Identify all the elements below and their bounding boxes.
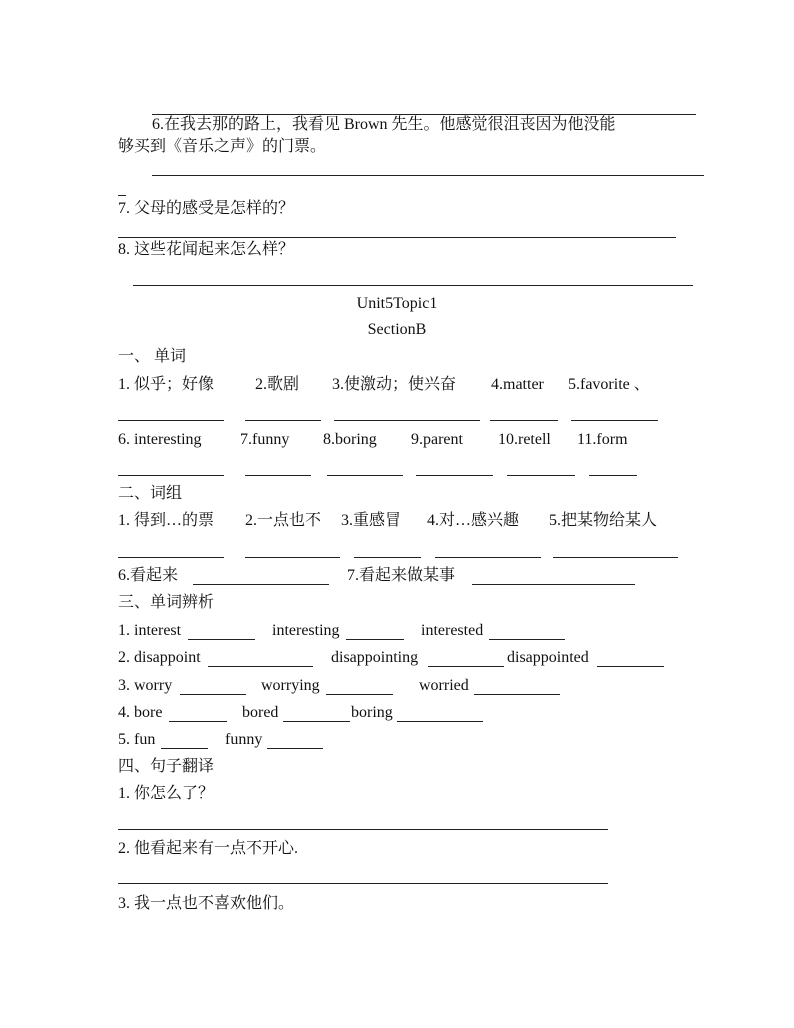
blank-line [553,557,678,558]
vocab-item: 10.retell [498,431,551,448]
word-item: funny [225,731,263,748]
phrase-item: 1. 得到…的票 [118,512,215,529]
blank-line [180,694,246,695]
vocab-item: 5.favorite 、 [568,376,650,393]
answer-line [118,883,608,884]
section-title: SectionB [367,321,427,338]
question-8: 8. 这些花闻起来怎么样？ [118,241,295,258]
word-item: 3. worry [118,677,173,694]
blank-line [489,639,565,640]
answer-line [118,237,676,238]
phrase-item: 5.把某物给某人 [549,512,658,529]
word-item: interesting [272,622,340,639]
blank-line [267,748,323,749]
vocab-item: 4.matter [491,376,544,393]
blank-line [245,420,321,421]
answer-line [152,114,696,115]
blank-line [118,557,224,558]
part-4-heading: 四、句子翻译 [118,758,215,775]
blank-line [474,694,560,695]
vocab-item: 7.funny [240,431,290,448]
answer-line [152,175,704,176]
vocab-item: 6. interesting [118,431,202,448]
vocab-item: 1. 似乎；好像 [118,376,215,393]
part-3-heading: 三、单词辨析 [118,594,215,611]
answer-line [118,829,608,830]
vocab-item: 9.parent [411,431,463,448]
word-item: disappointed [507,649,589,666]
word-item: bored [242,704,279,721]
blank-line [589,475,637,476]
phrase-item: 2.一点也不 [245,512,322,529]
word-item: boring [351,704,393,721]
part-2-heading: 二、词组 [118,485,183,502]
blank-line [346,639,404,640]
blank-line [490,420,558,421]
blank-line [118,475,224,476]
blank-line [245,475,311,476]
question-6-line-1: 6.在我去那的路上，我看见 Brown 先生。他感觉很沮丧因为他没能 [152,116,616,133]
phrase-item: 6.看起来 [118,567,179,584]
translation-question-2: 2. 他看起来有一点不开心. [118,840,299,857]
answer-line [133,285,693,286]
blank-line [571,420,658,421]
phrase-item: 7.看起来做某事 [347,567,456,584]
phrase-item: 3.重感冒 [341,512,402,529]
part-1-heading: 一、 单词 [118,348,187,365]
blank-line [245,557,340,558]
vocab-item: 11.form [577,431,628,448]
blank-line [334,420,480,421]
blank-line [208,666,313,667]
blank-line [193,584,329,585]
word-item: 1. interest [118,622,182,639]
blank-line [327,475,403,476]
blank-line [326,694,393,695]
phrase-item: 4.对…感兴趣 [427,512,520,529]
blank-line [428,666,504,667]
word-item: worried [419,677,469,694]
translation-question-1: 1. 你怎么了？ [118,785,215,802]
question-7: 7. 父母的感受是怎样的？ [118,200,295,217]
blank-line [354,557,421,558]
blank-line [435,557,541,558]
word-item: 4. bore [118,704,163,721]
blank-line [283,721,350,722]
vocab-item: 8.boring [323,431,377,448]
word-item: disappointing [331,649,419,666]
blank-line [188,639,255,640]
question-6-line-2: 够买到《音乐之声》的门票。 [118,138,327,155]
word-item: 2. disappoint [118,649,201,666]
word-item: interested [421,622,484,639]
blank-line [169,721,227,722]
word-item: worrying [261,677,320,694]
answer-line-stub [118,195,126,196]
blank-line [507,475,575,476]
word-item: 5. fun [118,731,156,748]
blank-line [397,721,483,722]
vocab-item: 2.歌剧 [255,376,300,393]
vocab-item: 3.使激动；使兴奋 [332,376,457,393]
translation-question-3: 3. 我一点也不喜欢他们。 [118,895,295,912]
unit-title: Unit5Topic1 [356,295,438,312]
blank-line [472,584,635,585]
blank-line [161,748,208,749]
blank-line [597,666,664,667]
blank-line [416,475,493,476]
blank-line [118,420,224,421]
